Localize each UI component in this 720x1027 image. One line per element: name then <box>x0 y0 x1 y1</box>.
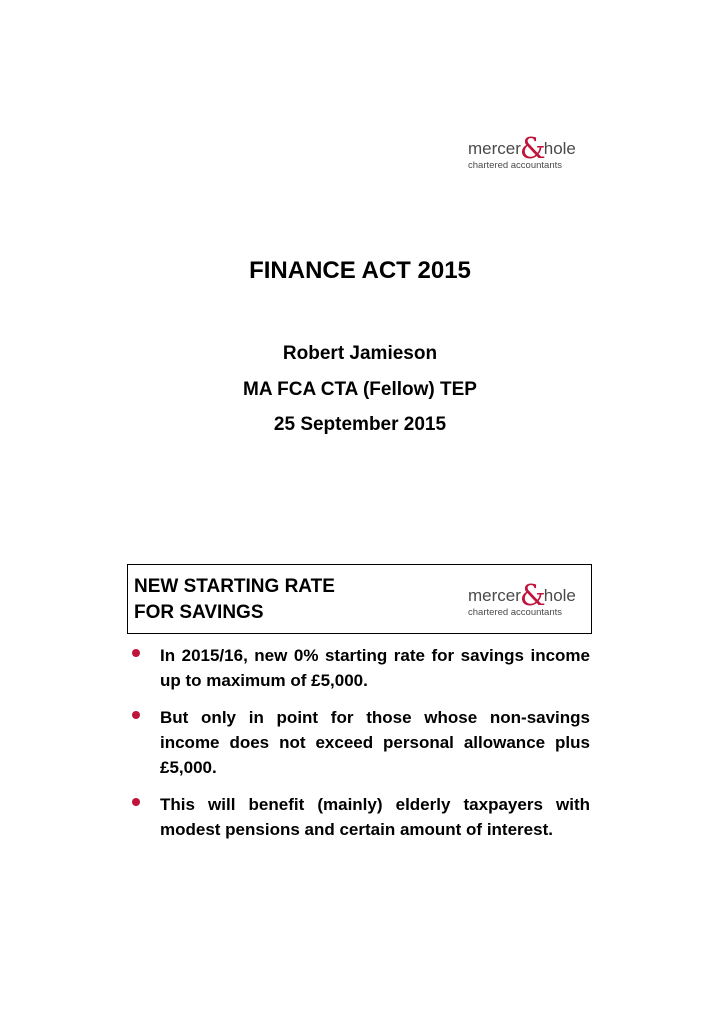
list-item <box>128 705 590 780</box>
bullet-dot-icon <box>132 711 140 719</box>
logo-name-right: hole <box>543 139 576 158</box>
logo-ampersand: & <box>519 578 546 612</box>
bullet-text: In 2015/16, new 0% starting rate for savings income up to maximum of £5,000. <box>160 646 590 690</box>
presentation-date: 25 September 2015 <box>273 414 447 435</box>
list-item <box>128 792 590 842</box>
logo-tagline: chartered accountants <box>468 160 563 171</box>
document-title: FINANCE ACT 2015 <box>249 257 471 284</box>
bullet-dot-icon <box>132 649 140 657</box>
bullet-dot-icon <box>132 798 140 806</box>
logo-wordmark <box>468 578 580 612</box>
slide-heading-line-2: FOR SAVINGS <box>134 602 264 623</box>
slide-heading <box>134 574 335 626</box>
mercer-hole-logo <box>468 131 580 178</box>
logo-tagline: chartered accountants <box>468 607 563 618</box>
bullet-text: This will benefit (mainly) elderly taxpayers with modest pensions and certain amount of interest. <box>160 795 590 839</box>
list-item <box>128 643 590 693</box>
logo-name-right: hole <box>543 586 576 605</box>
logo-name-left: mercer <box>468 586 521 605</box>
logo-name-left: mercer <box>468 139 521 158</box>
author-name: Robert Jamieson <box>282 343 438 364</box>
mercer-hole-logo-small <box>468 578 580 625</box>
logo-ampersand: & <box>519 131 546 165</box>
author-credentials: MA FCA CTA (Fellow) TEP <box>243 379 477 400</box>
bullet-text: But only in point for those whose non-savings income does not exceed personal allowance plus £5,000. <box>160 708 590 777</box>
slide-heading-line-1: NEW STARTING RATE <box>134 576 335 597</box>
bullet-list <box>128 643 590 854</box>
logo-wordmark <box>468 131 580 165</box>
